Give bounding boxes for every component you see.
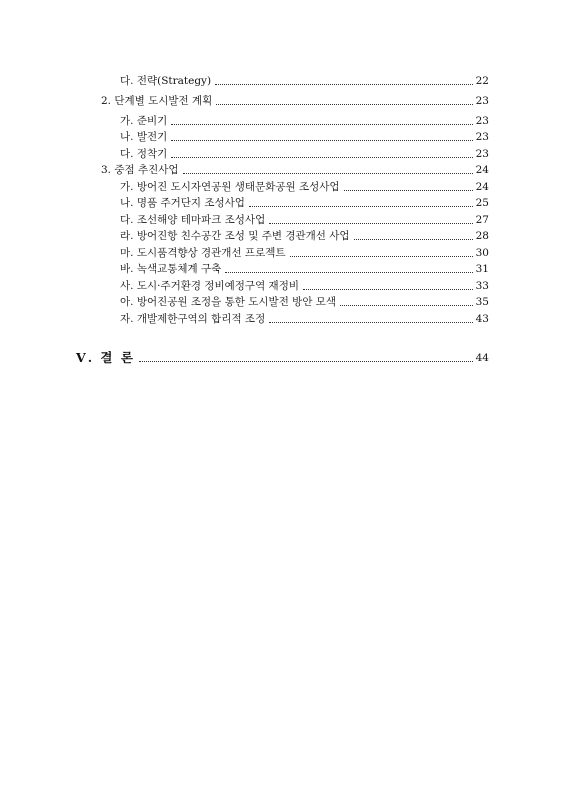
toc-entry-page: 31 xyxy=(475,263,489,275)
toc-entry-page: 27 xyxy=(475,214,489,226)
toc-entry-label: 다. 정착기 xyxy=(120,148,168,160)
dot-leader xyxy=(225,272,472,273)
toc-entry-page: 23 xyxy=(475,115,489,127)
toc-entry-a xyxy=(120,293,489,309)
toc-entry-settlement xyxy=(120,145,489,161)
toc-entry-label: 2. 단계별 도시발전 계획 xyxy=(101,95,213,107)
toc-entry-preparation xyxy=(120,112,489,128)
toc-entry-development xyxy=(120,128,489,144)
toc-entry-key-projects xyxy=(101,161,489,177)
toc-entry-page: 33 xyxy=(475,280,489,292)
toc-entry-label: 아. 방어진공원 조정을 통한 도시발전 방안 모색 xyxy=(120,296,337,308)
toc-entry-stage-plan xyxy=(101,92,489,108)
dot-leader xyxy=(344,190,473,191)
toc-entry-label: 다. 조선해양 테마파크 조성사업 xyxy=(120,214,266,226)
toc-entry-sa xyxy=(120,277,489,293)
toc-entry-label: 3. 중점 추진사업 xyxy=(101,164,179,176)
dot-leader xyxy=(139,361,473,362)
toc-entry-page: 25 xyxy=(475,197,489,209)
dot-leader xyxy=(269,322,472,323)
dot-leader xyxy=(269,223,472,224)
toc-entry-ba xyxy=(120,260,489,276)
toc-entry-label: 마. 도시품격향상 경관개선 프로젝트 xyxy=(120,247,286,259)
dot-leader xyxy=(354,239,473,240)
toc-entry-page: 22 xyxy=(475,75,489,87)
toc-entry-label: 가. 방어진 도시자연공원 생태문화공원 조성사업 xyxy=(120,181,340,193)
toc-entry-label: 바. 녹색교통체계 구축 xyxy=(120,263,222,275)
toc-entry-page: 23 xyxy=(475,95,489,107)
dot-leader xyxy=(249,206,473,207)
toc-entry-label: 사. 도시·주거환경 정비예정구역 재정비 xyxy=(120,280,299,292)
toc-chapter-conclusion xyxy=(76,347,489,365)
toc-entry-strategy xyxy=(120,72,489,88)
toc-entry-label: 자. 개발제한구역의 합리적 조정 xyxy=(120,313,266,325)
toc-entry-page: 43 xyxy=(475,313,489,325)
toc-entry-page: 24 xyxy=(475,181,489,193)
toc-entry-page: 44 xyxy=(475,352,489,364)
toc-entry-page: 24 xyxy=(475,164,489,176)
toc-entry-page: 23 xyxy=(475,131,489,143)
dot-leader xyxy=(340,305,473,306)
toc-entry-label: 다. 전략(Strategy) xyxy=(120,75,212,87)
toc-chapter-label: Ⅴ. 결 론 xyxy=(76,350,135,365)
toc-entry-da xyxy=(120,211,489,227)
toc-entry-label: 가. 준비기 xyxy=(120,115,168,127)
dot-leader xyxy=(215,84,473,85)
toc-entry-label: 나. 명품 주거단지 조성사업 xyxy=(120,197,245,209)
toc-entry-ra xyxy=(120,227,489,243)
dot-leader xyxy=(171,124,472,125)
toc-entry-page: 35 xyxy=(475,296,489,308)
dot-leader xyxy=(216,104,472,105)
toc-entry-page: 28 xyxy=(475,230,489,242)
toc-entry-label: 라. 방어진항 친수공간 조성 및 주변 경관개선 사업 xyxy=(120,230,350,242)
dot-leader xyxy=(171,157,472,158)
dot-leader xyxy=(290,256,473,257)
toc-entry-page: 30 xyxy=(475,247,489,259)
toc-entry-ga xyxy=(120,178,489,194)
toc-entry-page: 23 xyxy=(475,148,489,160)
toc-entry-ma xyxy=(120,244,489,260)
dot-leader xyxy=(183,173,473,174)
toc-entry-label: 나. 발전기 xyxy=(120,131,168,143)
dot-leader xyxy=(171,140,472,141)
dot-leader xyxy=(303,289,473,290)
toc-entry-ja xyxy=(120,310,489,326)
toc-entry-na xyxy=(120,194,489,210)
